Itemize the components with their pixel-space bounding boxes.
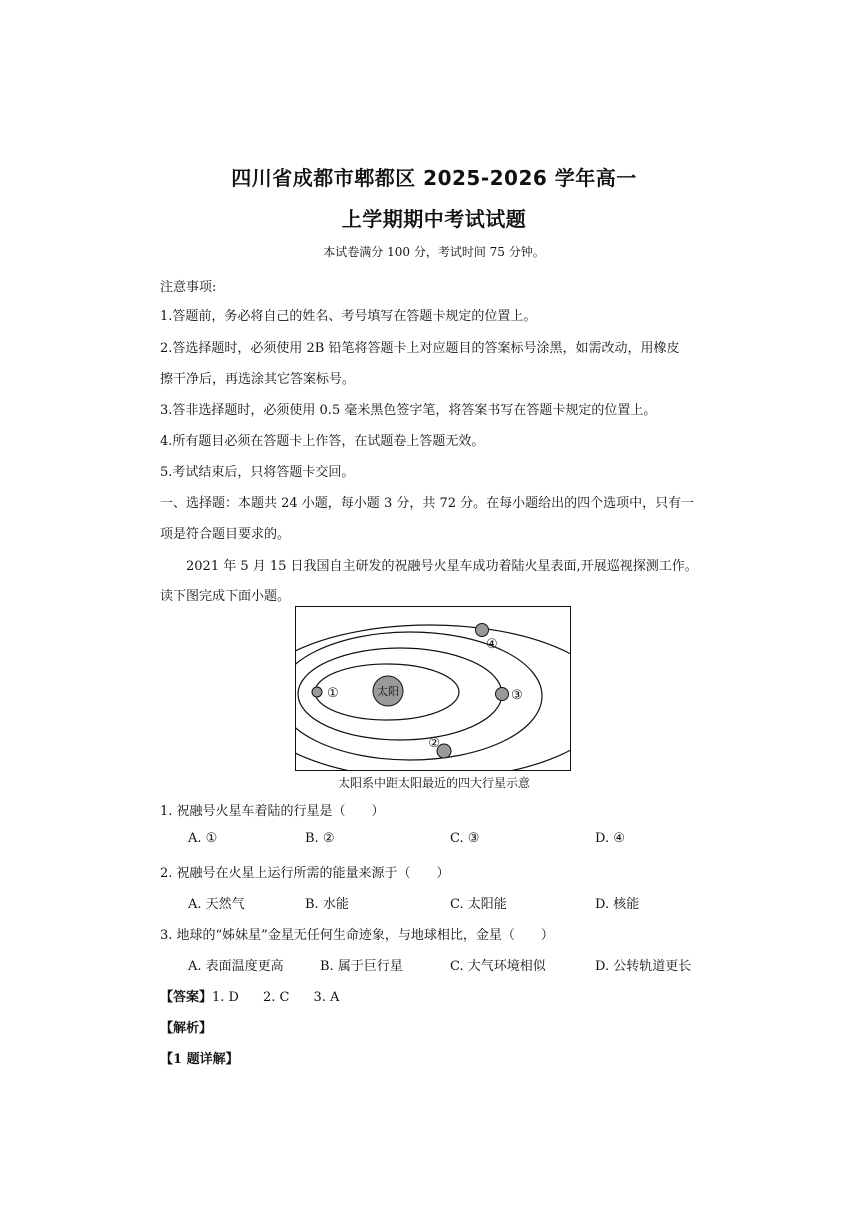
- answer-row: [160, 986, 339, 1005]
- question-2-option-a: A. 天然气: [188, 897, 245, 912]
- planet-1-icon: [312, 687, 322, 697]
- analysis-label: 【解析】: [160, 1021, 213, 1036]
- answer-label: 【答案】: [160, 990, 213, 1005]
- page-title-line2: 上学期期中考试试题: [341, 207, 527, 231]
- passage-text: 2021 年 5 月 15 日我国自主研发的祝融号火星车成功着陆火星表面,开展巡视探测工作。: [186, 559, 698, 574]
- answer-item: 3. A: [313, 990, 340, 1005]
- solar-system-diagram: [295, 606, 571, 771]
- note-item: 2.答选择题时，必须使用 2B 铅笔将答题卡上对应题目的答案标号涂黑，如需改动，用橡皮: [160, 341, 680, 356]
- planet-4-label: ④: [486, 637, 498, 652]
- question-3-option-d: D. 公转轨道更长: [595, 959, 692, 974]
- question-1-stem: 1. 祝融号火星车着陆的行星是（ ）: [160, 804, 385, 819]
- exam-info: 本试卷满分 100 分，考试时间 75 分钟。: [323, 245, 545, 259]
- planet-3-icon: [496, 688, 509, 701]
- planet-1-label: ①: [327, 686, 339, 701]
- section-instruction: 一、选择题：本题共 24 小题，每小题 3 分，共 72 分。在每小题给出的四个选项中，只有一: [160, 496, 695, 511]
- note-item: 4.所有题目必须在答题卡上作答，在试题卷上答题无效。: [160, 434, 485, 449]
- note-item: 3.答非选择题时，必须使用 0.5 毫米黑色签字笔，将答案书写在答题卡规定的位置上。: [160, 403, 657, 418]
- question-3-stem: 3. 地球的“姊妹星”金星无任何生命迹象，与地球相比，金星（ ）: [160, 928, 554, 943]
- question-2-stem: 2. 祝融号在火星上运行所需的能量来源于（ ）: [160, 866, 450, 881]
- notes-heading: 注意事项:: [160, 280, 217, 295]
- figure-caption: 太阳系中距太阳最近的四大行星示意: [337, 776, 530, 790]
- question-2-option-c: C. 太阳能: [450, 897, 507, 912]
- question-2-option-d: D. 核能: [595, 897, 640, 912]
- passage-text: 读下图完成下面小题。: [160, 589, 291, 604]
- section-instruction: 项是符合题目要求的。: [160, 527, 291, 542]
- page-title-line1: 四川省成都市郫都区 2025-2026 学年高一: [231, 166, 637, 190]
- question-3-option-c: C. 大气环境相似: [450, 959, 546, 974]
- detail-label: 【1 题详解】: [160, 1052, 239, 1067]
- planet-4-icon: [476, 624, 489, 637]
- answer-item: 2. C: [262, 990, 290, 1005]
- question-2-option-b: B. 水能: [305, 897, 349, 912]
- sun-label: 太阳: [377, 685, 399, 698]
- answer-item: 1. D: [212, 990, 239, 1005]
- note-item: 擦干净后，再选涂其它答案标号。: [160, 372, 356, 387]
- planet-2-label: ②: [428, 736, 440, 751]
- planet-3-label: ③: [511, 688, 523, 703]
- note-item: 1.答题前，务必将自己的姓名、考号填写在答题卡规定的位置上。: [160, 309, 537, 324]
- question-1-option-a: A. ①: [188, 831, 218, 846]
- question-3-option-a: A. 表面温度更高: [188, 959, 284, 974]
- question-1-option-d: D. ④: [595, 831, 625, 846]
- question-1-option-c: C. ③: [450, 831, 480, 846]
- note-item: 5.考试结束后，只将答题卡交回。: [160, 465, 355, 480]
- question-3-option-b: B. 属于巨行星: [320, 959, 403, 974]
- question-1-option-b: B. ②: [305, 831, 335, 846]
